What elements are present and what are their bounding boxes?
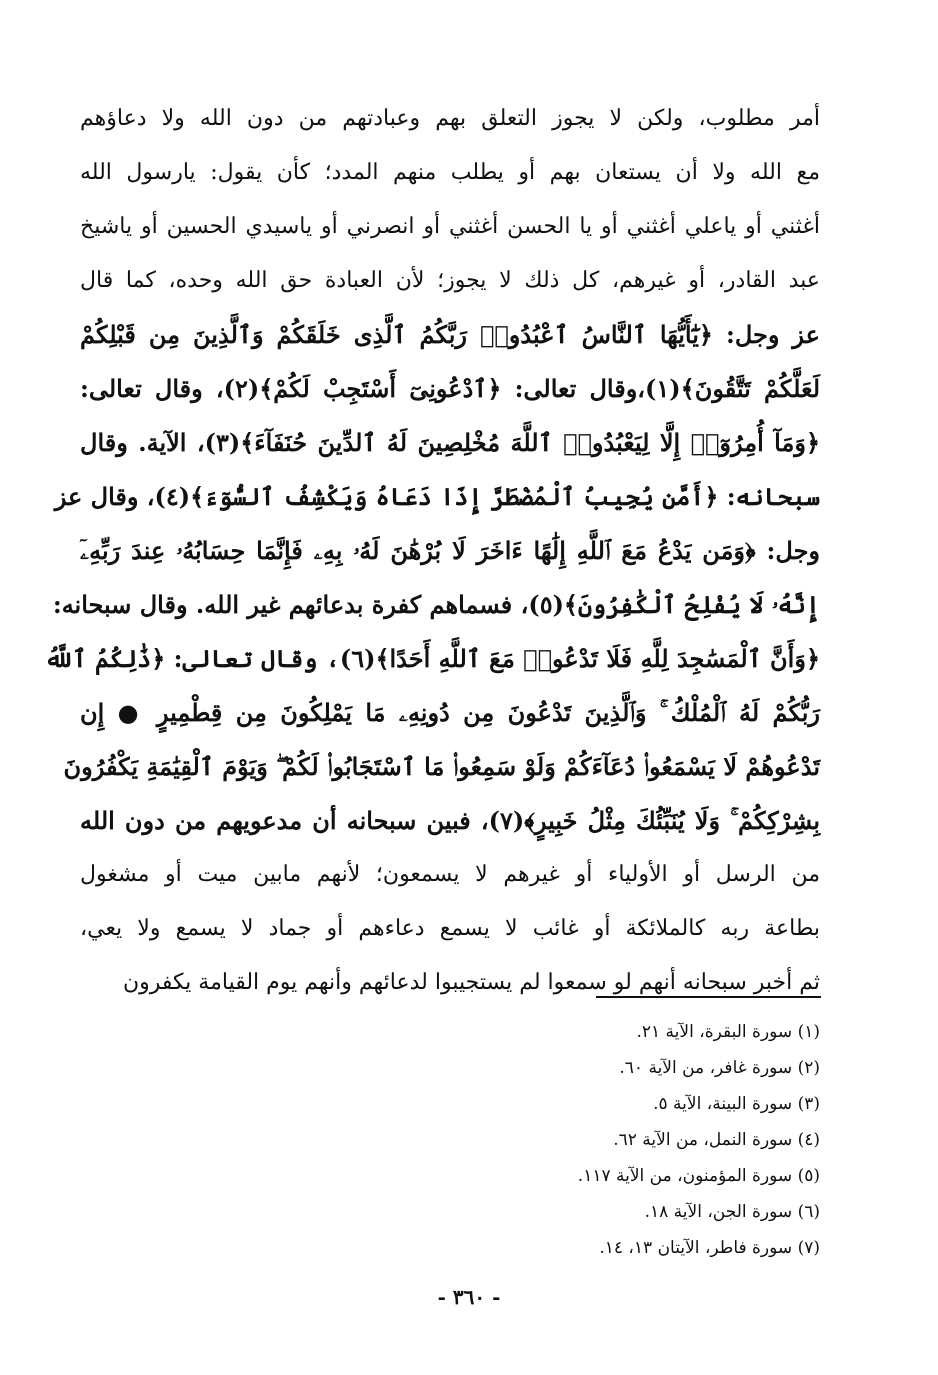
- body-line: ثم أخبر سبحانه أنهم لو سمعوا لم يستجيبوا لدعائهم وأنهم يوم القيامة يكفرون: [122, 970, 820, 995]
- footnotes: [420, 1014, 820, 1266]
- body-line: سبحانه: ﴿أَمَّن يُجِيبُ ٱلْمُضْطَرَّ إِذَا دَعَاهُ وَيَكْشِفُ ٱلسُّوٓءَ﴾(٤)، وقال عز: [54, 482, 820, 511]
- page-number: - ٣٦٠ -: [437, 1285, 501, 1309]
- footnote: (٧) سورة فاطر، الآيتان ١٣، ١٤.: [599, 1238, 820, 1258]
- body-line: مع الله ولا أن يستعان بهم أو يطلب منهم المدد؛ كأن يقول: يارسول الله: [80, 160, 820, 185]
- body-line: لَعَلَّكُمْ تَتَّقُونَ﴾(١)،وقال تعالى: ﴿ٱدْعُونِىٓ أَسْتَجِبْ لَكُمْ﴾(٢)، وقال تعالى:: [80, 374, 820, 403]
- body-line: تَدْعُوهُمْ لَا يَسْمَعُوا۟ دُعَآءَكُمْ وَلَوْ سَمِعُوا۟ مَا ٱسْتَجَابُوا۟ لَكُمْ ۖ وَيَوْمَ ٱلْقِيَٰمَةِ يَكْفُرُونَ: [63, 752, 820, 781]
- body-line: بطاعة ربه كالملائكة أو غائب لا يسمع دعاءهم أو جماد لا يسمع ولا يعي،: [80, 916, 820, 941]
- body-line: عز وجل: ﴿يَٰٓأَيُّهَا ٱلنَّاسُ ٱعْبُدُوا۟ رَبَّكُمُ ٱلَّذِى خَلَقَكُمْ وَٱلَّذِينَ مِن قَبْلِكُمْ: [80, 320, 820, 349]
- body-line: وجل: ﴿وَمَن يَدْعُ مَعَ ٱللَّهِ إِلَٰهًا ءَاخَرَ لَا بُرْهَٰنَ لَهُۥ بِهِۦ فَإِنَّمَا حِسَابُهُۥ عِندَ رَبِّهِۦٓ: [80, 536, 820, 565]
- body-line: عبد القادر، أو غيرهم، كل ذلك لا يجوز؛ لأن العبادة حق الله وحده، كما قال: [80, 268, 820, 293]
- body-line: رَبُّكُمْ لَهُ ٱلْمُلْكُ ۚ وَٱلَّذِينَ تَدْعُونَ مِن دُونِهِۦ مَا يَمْلِكُونَ مِن قِطْمِيرٍ ● إِن: [80, 698, 820, 727]
- body-line: ﴿وَأَنَّ ٱلْمَسَٰجِدَ لِلَّهِ فَلَا تَدْعُوا۟ مَعَ ٱللَّهِ أَحَدًا﴾(٦)، وقال تعالى: ﴿ذَٰلِكُمُ ٱللَّهُ: [44, 644, 820, 673]
- body-line: بِشِرْكِكُمْ ۚ وَلَا يُنَبِّئُكَ مِثْلُ خَبِيرٍ﴾(٧)، فبين سبحانه أن مدعويهم من دون الله: [80, 806, 820, 835]
- body-line: أغثني أو ياعلي أغثني أو يا الحسن أغثني أو انصرني أو ياسيدي الحسين أو ياشيخ: [80, 214, 820, 239]
- main-text-block: [44, 92, 821, 1010]
- footnote: (٦) سورة الجن، الآية ١٨.: [644, 1202, 820, 1222]
- footnote: (١) سورة البقرة، الآية ٢١.: [636, 1022, 820, 1042]
- footnote: (٤) سورة النمل، من الآية ٦٢.: [613, 1130, 820, 1150]
- body-line: إِنَّهُۥ لَا يُفْلِحُ ٱلْكَٰفِرُونَ﴾(٥)، فسماهم كفرة بدعائهم غير الله. وقال سبحانه:: [52, 590, 820, 619]
- body-line: ﴿وَمَآ أُمِرُوٓا۟ إِلَّا لِيَعْبُدُوا۟ ٱللَّهَ مُخْلِصِينَ لَهُ ٱلدِّينَ حُنَفَآءَ﴾(٣)، الآية. وقال: [80, 428, 821, 457]
- body-line: أمر مطلوب، ولكن لا يجوز التعلق بهم وعبادتهم من دون الله ولا دعاؤهم: [80, 106, 820, 131]
- footnote: (٢) سورة غافر، من الآية ٦٠.: [619, 1058, 820, 1078]
- footnote-separator: [596, 996, 821, 998]
- footnote: (٥) سورة المؤمنون، من الآية ١١٧.: [577, 1166, 820, 1186]
- body-line: من الرسل أو الأولياء أو غيرهم لا يسمعون؛ لأنهم مابين ميت أو مشغول: [80, 862, 820, 887]
- footnote: (٣) سورة البينة، الآية ٥.: [653, 1094, 820, 1114]
